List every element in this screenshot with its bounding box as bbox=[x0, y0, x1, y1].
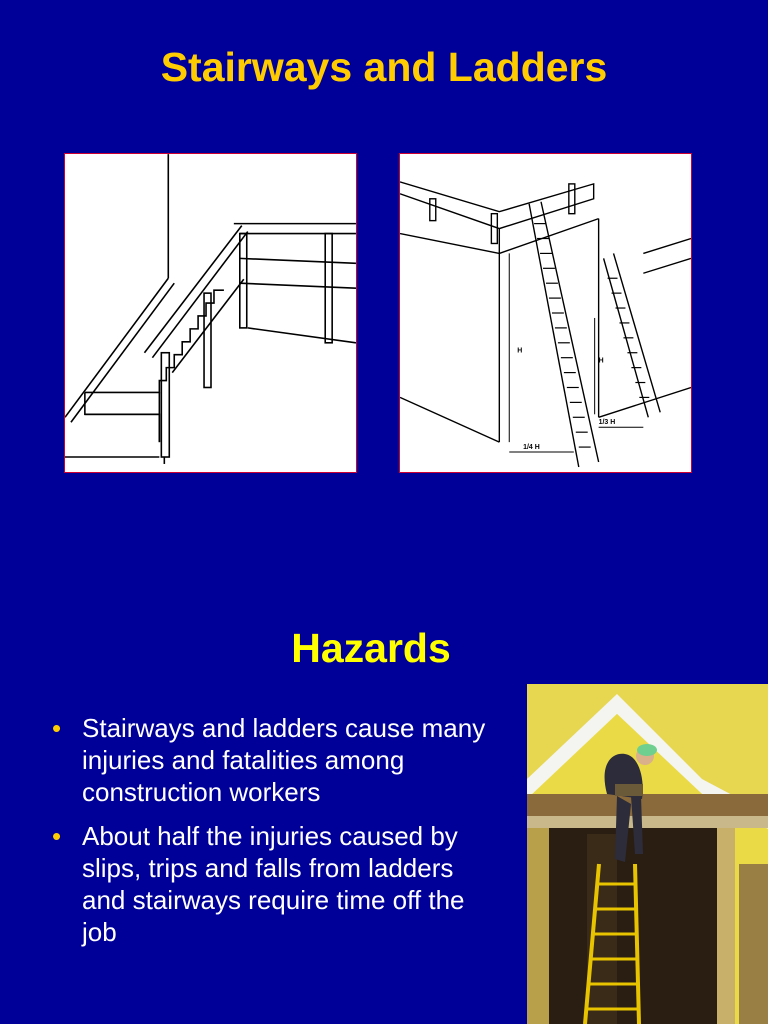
bullet-icon: • bbox=[52, 713, 62, 743]
bullet-text: Stairways and ladders cause many injuries and fatalities among construction workers bbox=[82, 713, 486, 807]
quarter-height-label: 1/4 H bbox=[523, 444, 540, 452]
height-label-left: H bbox=[517, 347, 523, 355]
bullet-list bbox=[52, 712, 492, 960]
stairway-drawing bbox=[65, 154, 356, 472]
bullet-item bbox=[52, 820, 492, 948]
slide-title: Hazards bbox=[291, 625, 451, 671]
ladder-illustration bbox=[399, 153, 692, 473]
worker-photo-drawing bbox=[527, 684, 768, 1024]
slide-title: Stairways and Ladders bbox=[160, 44, 608, 90]
third-height-label: 1/3 H bbox=[598, 419, 616, 427]
bullet-item bbox=[52, 712, 492, 808]
height-label-right: H bbox=[598, 357, 604, 365]
ladder-drawing bbox=[400, 154, 691, 472]
worker-on-ladder-photo bbox=[527, 684, 768, 1024]
stairway-illustration bbox=[64, 153, 357, 473]
bullet-text: About half the injuries caused by slips, trips and falls from ladders and stairways require time off the job bbox=[82, 821, 465, 947]
slide-hazards bbox=[0, 512, 768, 1024]
bullet-icon: • bbox=[52, 821, 62, 851]
